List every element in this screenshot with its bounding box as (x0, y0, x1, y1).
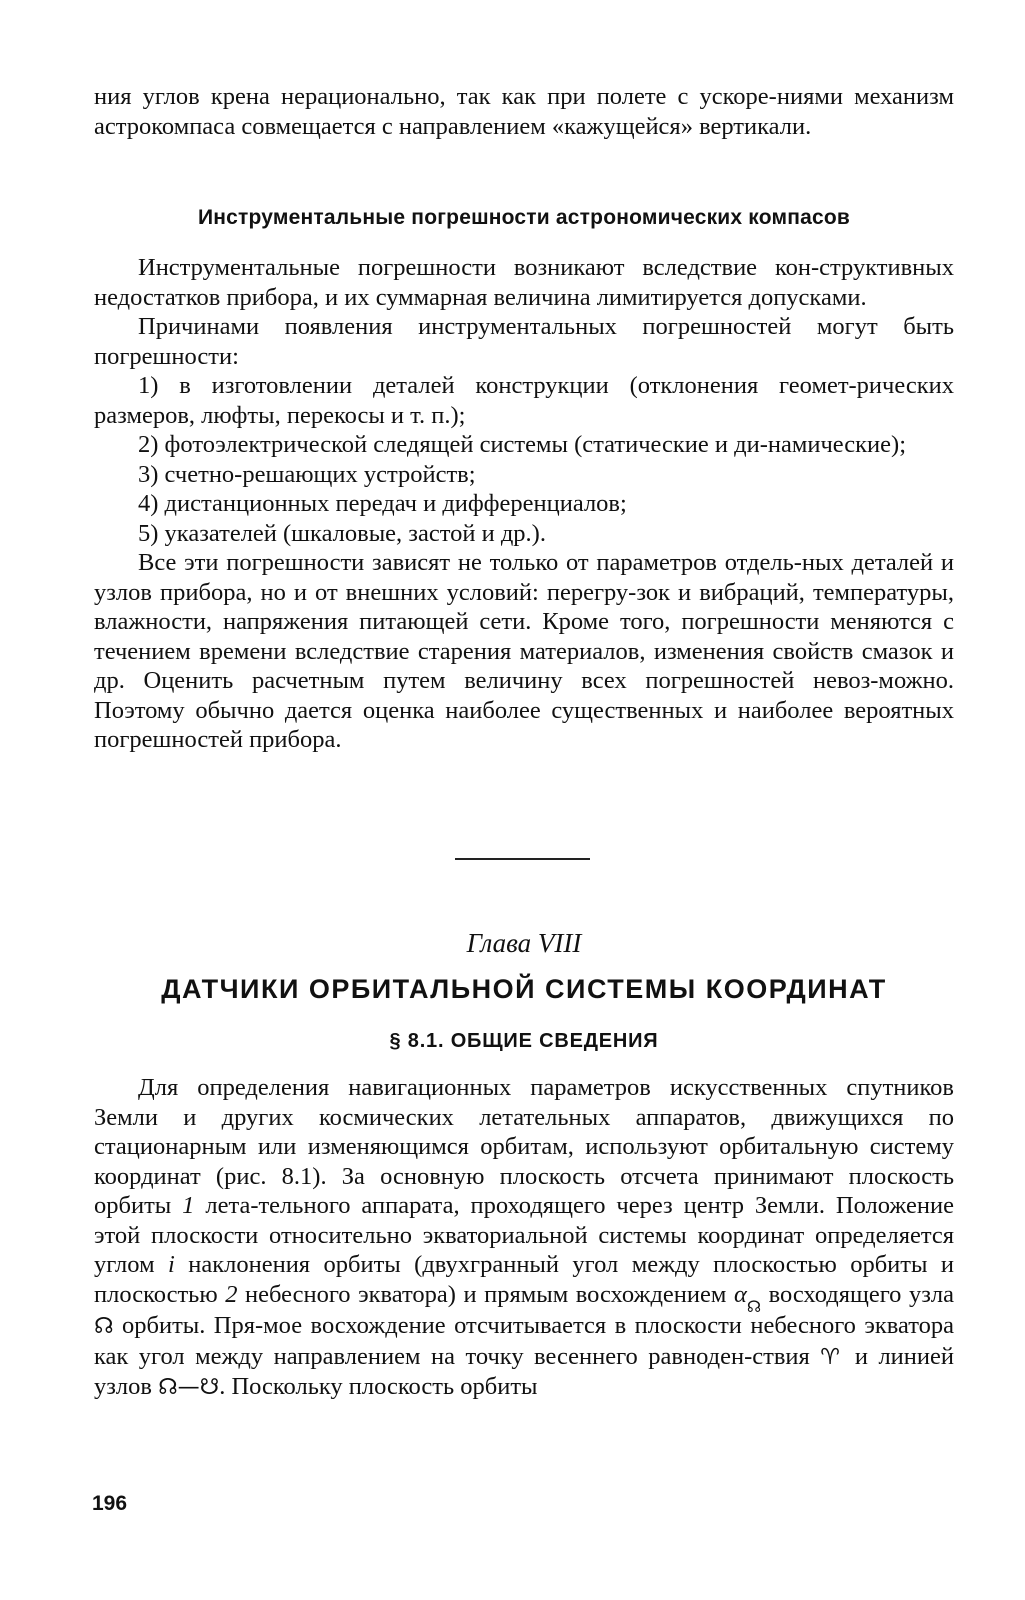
ascending-node-symbol: ☊ (94, 1314, 114, 1339)
instrumental-block (94, 253, 954, 755)
chapter-title: ДАТЧИКИ ОРБИТАЛЬНОЙ СИСТЕМЫ КООРДИНАТ (161, 974, 887, 1004)
list-item: 3) счетно-решающих устройств; (138, 460, 476, 488)
intro-paragraph: ния углов крена нерационально, так как при полете с ускоре-ниями механизм астрокомпаса совмещается с направлением «кажущейся» вертикали. (94, 83, 954, 140)
ascending-node-subscript: ☊ (746, 1296, 762, 1316)
subsection-heading: Инструментальные погрешности астрономических компасов (197, 206, 851, 229)
body-block (94, 1073, 954, 1403)
chapter-label: Глава VIII (466, 928, 582, 958)
equator-plane-number: 2 (225, 1280, 238, 1308)
list-item: 4) дистанционных передач и дифференциалов; (138, 490, 627, 517)
orbit-plane-number: 1 (182, 1192, 195, 1219)
body-paragraph: Для определения навигационных параметров искусственных спутников Земли и других космических летательных аппаратов, движущихся по стационарным или изменяющимся орбитам, используют орбитальную систему координат (рис. 8.1). За основную плоскость отсчета принимают плоскость орбиты 1 лета-тельного аппарата, проходящего через центр Земли. Положение этой плоскости относительно экваториальной системы координат определяется углом i наклонения орбиты (двухгранный угол между плоскостью орбиты и плоскостью 2 небесного экватора) и прямым восхождением $\alpha_☊$ восходящего узла ☊ орбиты. Пря-мое восхождение отсчитывается в плоскости небесного экватора как угол между направлением на точку весеннего равноден-ствия ♈ и линией узлов ☊—☋. Поскольку плоскость орбиты (94, 1074, 954, 1400)
intro-block (94, 82, 954, 141)
paragraph-instrumental-1: Инструментальные погрешности возникают вследствие кон-структивных недостатков прибора, и их суммарная величина лимитируется допусками. (94, 254, 954, 311)
section-divider (455, 858, 590, 860)
section-heading: § 8.1. ОБЩИЕ СВЕДЕНИЯ (389, 1030, 659, 1052)
alpha-symbol: α (733, 1280, 747, 1308)
node-line-symbol: ☊—☋ (158, 1375, 220, 1400)
paragraph-instrumental-2: Причинами появления инструментальных погрешностей могут быть погрешности: (94, 313, 954, 370)
list-item: 5) указателей (шкаловые, застой и др.). (138, 519, 546, 547)
page-number: 196 (92, 1492, 128, 1515)
paragraph-instrumental-3: Все эти погрешности зависят не только от параметров отдель-ных деталей и узлов прибора, но и от внешних условий: перегру-зок и вибраций, температуры, влажности, напряжения питающей сети. Кроме того, погрешности меняются с течением времени вследствие старения материалов, изменения свойств смазок и др. Оценить расчетным путем величину всех погрешностей невоз-можно. Поэтому обычно дается оценка наиболее существенных и наиболее вероятных погрешностей прибора. (94, 549, 954, 753)
inclination-angle: i (168, 1251, 175, 1278)
aries-symbol: ♈ (820, 1344, 845, 1370)
list-item: 2) фотоэлектрической следящей системы (статические и ди-намические); (138, 431, 907, 458)
list-item: 1) в изготовлении деталей конструкции (отклонения геомет-рических размеров, люфты, перекосы и т. п.); (94, 372, 954, 429)
